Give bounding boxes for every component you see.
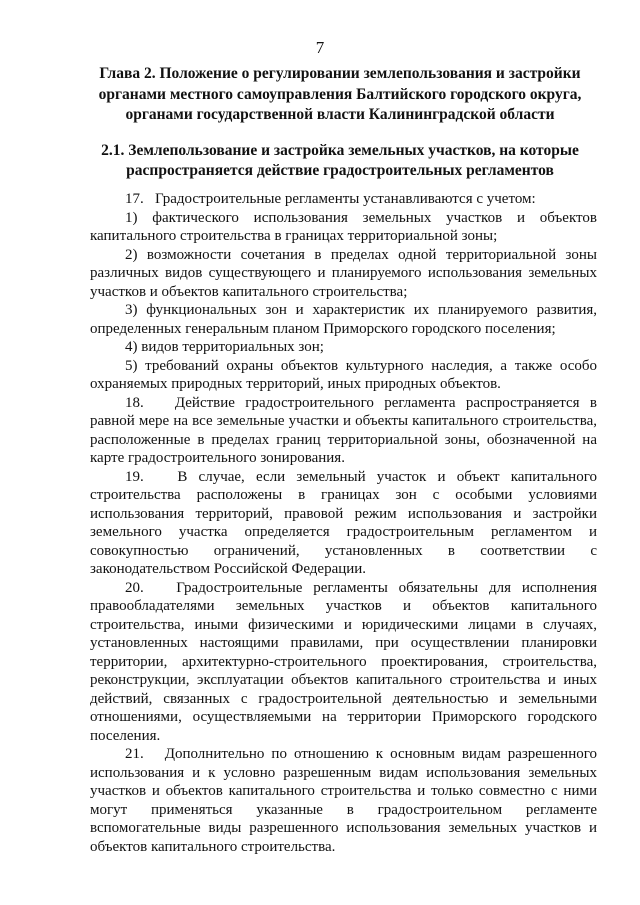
chapter-title-line: органами государственной власти Калининградской области [125, 106, 555, 123]
paragraph-20: 20. Градостроительные регламенты обязательны для исполнения правообладателями земельных участков и объектов капитального строительства, иными физическими и юридическими лицами в случаях, установленных настоящими правилами, при осуществлении планировки территории, архитектурно-строительного проектирования, строительства, реконструкции, эксплуатации объектов капитального строительства и иных действий, связанных с градостроительной деятельностью и земельными отношениями, осуществляемыми на территории Приморского городского поселения. [90, 579, 597, 744]
paragraph-21: 21. Дополнительно по отношению к основным видам разрешенного использования и к условно разрешенным видам использования земельных участков и объектов капитального строительства и только совместно с ними могут применяться указанные в градостроительном регламенте вспомогательные виды разрешенного использования земельных участков и объектов капитального строительства. [90, 746, 597, 855]
paragraph-19: 19. В случае, если земельный участок и объект капитального строительства расположены в границах зон с особыми условиями использования территорий, правовой режим использования и застройки земельного участка определяется градостроительным регламентом и совокупностью ограничений, установленных в соответствии с законодательством Российской Федерации. [90, 468, 597, 577]
chapter-title-line: органами местного самоуправления Балтийского городского округа, [98, 85, 582, 103]
list-item-2: 2) возможности сочетания в пределах одной территориальной зоны различных видов существующего и планируемого использования земельных участков и объектов капитального строительства; [90, 246, 597, 300]
chapter-title [80, 64, 600, 126]
section-title-line: распространяется действие градостроительных регламентов [126, 162, 554, 179]
document-body [90, 190, 597, 856]
paragraph-18: 18. Действие градостроительного регламента распространяется в равной мере на все земельные участки и объекты капитального строительства, расположенные в пределах границ территориальной зоны, обозначенной на карте градостроительного зонирования. [90, 394, 597, 466]
section-title-line: 2.1. Землепользование и застройка земельных участков, на которые [101, 142, 579, 159]
list-item-5: 5) требований охраны объектов культурного наследия, а также особо охраняемых природных территорий, иных природных объектов. [90, 357, 597, 392]
list-item-4: 4) видов территориальных зон; [125, 339, 324, 355]
chapter-title-line: Глава 2. Положение о регулировании землепользования и застройки [99, 65, 581, 82]
paragraph-17: 17. Градостроительные регламенты устанавливаются с учетом: [125, 191, 536, 207]
list-item-1: 1) фактического использования земельных участков и объектов капитального строительства в границах территориальной зоны; [90, 209, 597, 244]
section-title [80, 141, 600, 181]
page-number: 7 [315, 38, 325, 57]
list-item-3: 3) функциональных зон и характеристик их планируемого развития, определенных генеральным планом Приморского городского поселения; [90, 302, 597, 337]
